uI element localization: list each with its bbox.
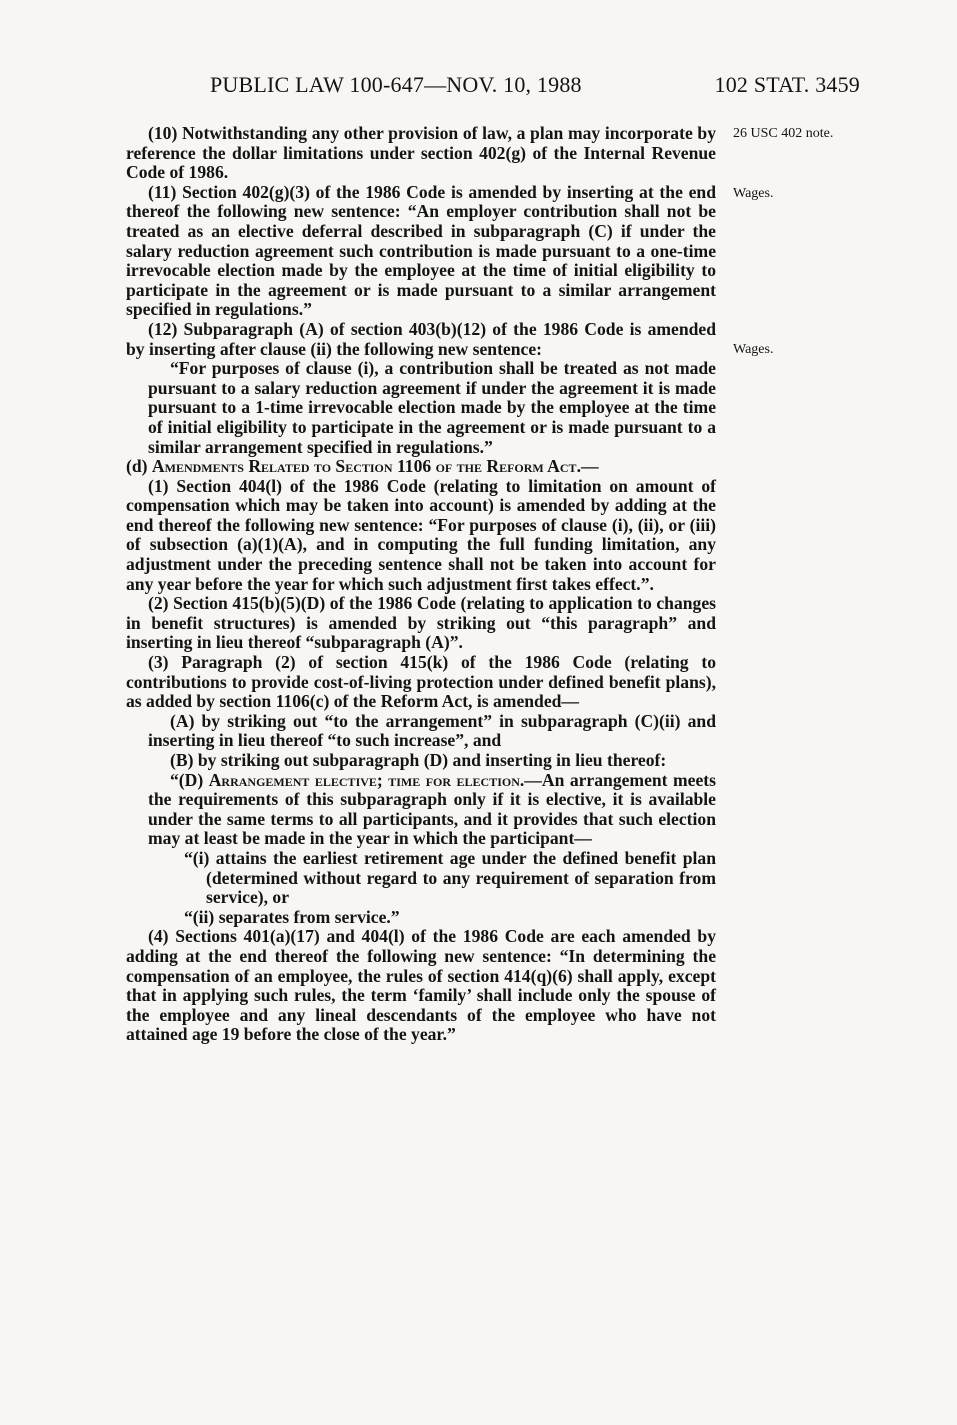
header-stat-page: 102 STAT. 3459 (714, 72, 860, 97)
statute-body (126, 124, 716, 1045)
paragraph-12-quote: “For purposes of clause (i), a contribution shall be treated as not made pursuant to a salary reduction agreement if under the agreement it is made pursuant to a 1-time irrevocable election made by the employee at the time of initial eligibility to participate in the agreement or is made pursuant to a similar arrangement specified in regulations.” (148, 358, 716, 457)
paragraph-d3-b: (B) by striking out subparagraph (D) and inserting in lieu thereof: (170, 750, 667, 770)
subsection-d-dash: .— (576, 456, 599, 477)
paragraph-12: (12) Subparagraph (A) of section 403(b)(12) of the 1986 Code is amended by inserting after clause (ii) the following new sentence: (126, 318, 716, 359)
clause-i: “(i) attains the earliest retirement age under the defined benefit plan (determined without regard to any requirement of separation from service), or (184, 847, 716, 908)
paragraph-10: (10) Notwithstanding any other provision of law, a plan may incorporate by reference the dollar limitations under section 402(g) of the Internal Revenue Code of 1986. (126, 123, 716, 183)
subsection-d-section-number: 1106 (392, 456, 436, 477)
paragraph-d3-a: (A) by striking out “to the arrangement” in subparagraph (C)(ii) and inserting in lieu thereof “to such increase”, and (148, 710, 716, 751)
subparagraph-d-text: .—An arrangement meets the requirements of this subparagraph only if it is elective, it is available under the same terms to all participants, and it provides that such election may at least be made in the year in which the participant— (148, 769, 716, 849)
margin-note-usc: 26 USC 402 note. (733, 126, 834, 141)
margin-note-wages-2: Wages. (733, 342, 774, 357)
subparagraph-d-prefix: “(D) (170, 769, 209, 790)
header-law-citation: PUBLIC LAW 100-647—NOV. 10, 1988 (210, 72, 582, 97)
margin-note-wages-1: Wages. (733, 186, 774, 201)
paragraph-11: (11) Section 402(g)(3) of the 1986 Code is amended by inserting at the end thereof the following new sentence: “An employer contribution shall not be treated as an elective deferral described in subparagraph (C) if under the salary reduction agreement such contribution is made pursuant to a one-time irrevocable election made by the employee at the time of initial eligibility to participate in the agreement or is made pursuant to a similar arrangement specified in regulations.” (126, 181, 716, 320)
paragraph-d3: (3) Paragraph (2) of section 415(k) of the 1986 Code (relating to contributions to provide cost-of-living protection under defined benefit plans), as added by section 1106(c) of the Reform Act, is amended— (126, 652, 716, 712)
subsection-d-heading (126, 457, 716, 477)
clause-ii: “(ii) separates from service.” (184, 906, 400, 927)
running-header (210, 72, 860, 102)
paragraph-d2: (2) Section 415(b)(5)(D) of the 1986 Code (relating to application to changes in benefit structures) is amended by striking out “this paragraph” and inserting in lieu thereof “subparagraph (A)”. (126, 593, 716, 653)
paragraph-d4: (4) Sections 401(a)(17) and 404(l) of the 1986 Code are each amended by adding at the end thereof the following new sentence: “In determining the compensation of an employee, the rules of section 414(q)(6) shall apply, except that in applying such rules, the term ‘family’ shall include only the spouse of the employee and any lineal descendants of the employee who have not attained age 19 before the close of the year.” (126, 926, 716, 1045)
subsection-d-title-part1: Amendments Related to Section (151, 456, 393, 477)
subsection-d-title-part2: of the Reform Act (435, 456, 577, 477)
subparagraph-d-title: Arrangement elective; time for election (208, 769, 520, 790)
paragraph-d3-d (148, 771, 716, 849)
paragraph-d1: (1) Section 404(l) of the 1986 Code (relating to limitation on amount of compensation which may be taken into account) is amended by adding at the end thereof the following new sentence: “For purposes of clause (i), (ii), or (iii) of subsection (a)(1)(A), and in computing the full funding limitation, any adjustment under the preceding sentence shall not be taken into account for any year before the year for which such adjustment first takes effect.”. (126, 475, 716, 594)
subsection-d-prefix: (d) (126, 456, 152, 477)
